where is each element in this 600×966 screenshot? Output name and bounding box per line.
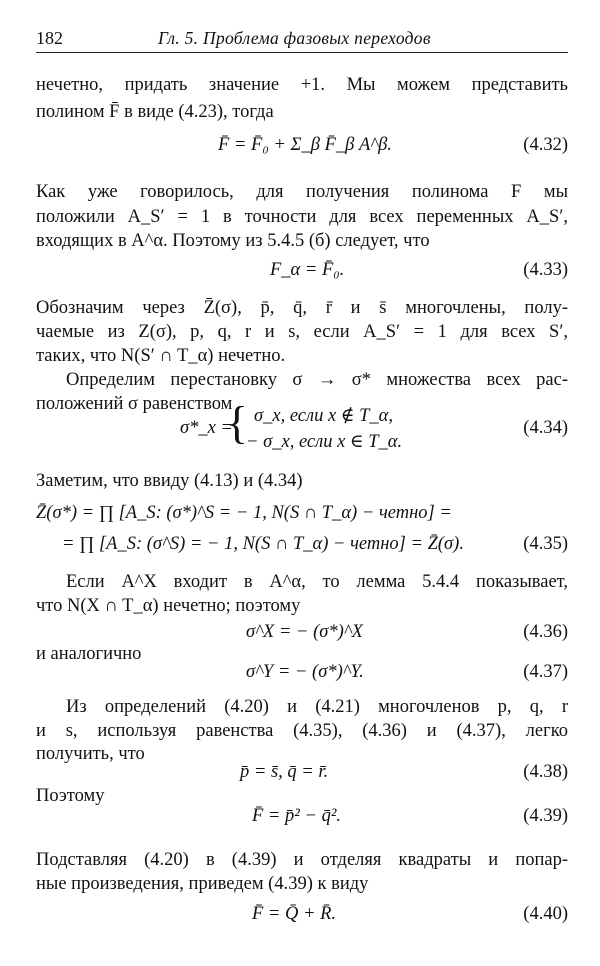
text-line: Заметим, что ввиду (4.13) и (4.34) <box>36 471 303 491</box>
equation-number: (4.40) <box>523 904 568 924</box>
text-line: Обозначим через Z̄(σ), p̄, q̄, r̄ и s̄ многочлены, полу- <box>36 298 568 318</box>
equation-4-35-a: Z̄(σ*) = ∏ [A_S: (σ*)^S = − 1, N(S ∩ T_α) − четно] = <box>36 503 452 523</box>
text-line: Из определений (4.20) и (4.21) многочленов p, q, r <box>66 697 568 717</box>
text-line: положили A_S′ = 1 в точности для всех переменных A_S′, <box>36 207 568 227</box>
text-line: чаемые из Z(σ), p, q, r и s, если A_S′ = 1 для всех S′, <box>36 322 568 342</box>
equation-4-33: F_α = F̄₀. <box>270 260 345 280</box>
case-brace: { <box>226 397 249 448</box>
text-line: Подставляя (4.20) в (4.39) и отделяя квадраты и попар- <box>36 850 568 870</box>
text-line: Если A^X входит в A^α, то лемма 5.4.4 показывает, <box>66 572 568 592</box>
text-line: нечетно, придать значение +1. Мы можем представить <box>36 75 568 95</box>
equation-number: (4.39) <box>523 806 568 826</box>
text-line: Определим перестановку σ → σ* множества всех рас- <box>66 370 568 390</box>
text-line: входящих в A^α. Поэтому из 5.4.5 (б) следует, что <box>36 231 430 251</box>
running-head: Гл. 5. Проблема фазовых переходов <box>158 28 431 48</box>
text-line: получить, что <box>36 744 145 764</box>
equation-number: (4.33) <box>523 260 568 280</box>
text-line: и s, используя равенства (4.35), (4.36) и (4.37), легко <box>36 721 568 741</box>
page-header <box>36 28 568 53</box>
equation-4-35-b: = ∏ [A_S: (σ^S) = − 1, N(S ∩ T_α) − четно] = Z̄(σ). <box>62 534 464 554</box>
equation-4-34-bottom: − σ_x, если x ∈ T_α. <box>246 432 403 452</box>
text-line: Поэтому <box>36 786 105 806</box>
equation-4-34-top: σ_x, если x ∉ T_α, <box>254 406 393 426</box>
equation-number: (4.37) <box>523 662 568 682</box>
equation-number: (4.32) <box>523 135 568 155</box>
page-number: 182 <box>36 28 63 48</box>
equation-4-34-lhs: σ*_x = <box>180 418 233 438</box>
equation-4-32: F̄ = F̄₀ + Σ_β F̄_β A^β. <box>218 135 392 155</box>
text-line: таких, что N(S′ ∩ T_α) нечетно. <box>36 346 286 366</box>
equation-4-37: σ^Y = − (σ*)^Y. <box>246 662 364 682</box>
text-line: полином F̄ в виде (4.23), тогда <box>36 102 274 122</box>
text-line: положений σ равенством <box>36 394 233 414</box>
equation-4-40: F̄ = Q̄ + R̄. <box>252 904 337 924</box>
equation-4-39: F̄ = p̄² − q̄². <box>252 806 341 826</box>
equation-4-38: p̄ = s̄, q̄ = r̄. <box>240 762 329 782</box>
equation-number: (4.35) <box>523 534 568 554</box>
equation-number: (4.38) <box>523 762 568 782</box>
text-line: и аналогично <box>36 644 142 664</box>
text-line: что N(X ∩ T_α) нечетно; поэтому <box>36 596 301 616</box>
equation-number: (4.36) <box>523 622 568 642</box>
text-line: Как уже говорилось, для получения полинома F мы <box>36 182 568 202</box>
text-line: ные произведения, приведем (4.39) к виду <box>36 874 369 894</box>
equation-4-36: σ^X = − (σ*)^X <box>246 622 363 642</box>
equation-number: (4.34) <box>523 418 568 438</box>
